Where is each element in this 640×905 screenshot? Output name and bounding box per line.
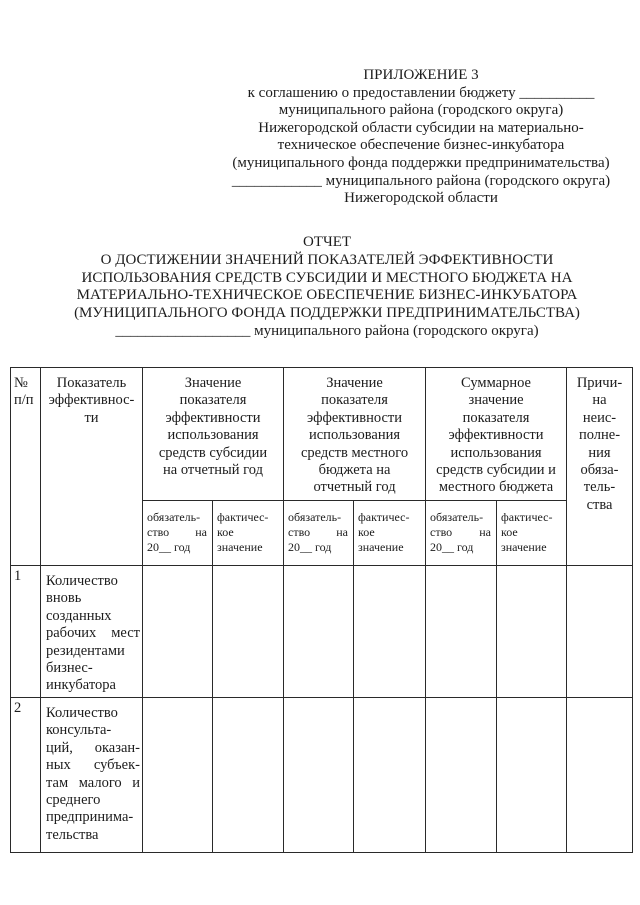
header-number <box>11 368 41 566</box>
value-cell <box>143 698 213 853</box>
appendix-title: ПРИЛОЖЕНИЕ 3 <box>363 67 479 83</box>
subheader-subsidy-obligation <box>143 501 213 566</box>
value-cell <box>497 698 567 853</box>
subheader-line: значение <box>501 540 547 554</box>
indicator-line: консульта- <box>46 722 112 739</box>
indicator-line: бизнес- <box>46 660 93 677</box>
value-cell <box>354 566 426 698</box>
header-line: Значение <box>326 375 383 391</box>
subheader-line: обязатель- <box>147 510 201 524</box>
indicator-line: Количество <box>46 573 118 589</box>
value-cell <box>213 566 284 698</box>
header-line: показателя <box>321 392 388 409</box>
value-cell <box>426 566 497 698</box>
value-cell <box>143 566 213 698</box>
table-header-row <box>11 368 633 501</box>
header-line: использования <box>450 444 542 461</box>
header-line: эффективнос- <box>48 392 135 409</box>
indicator-line: резидентами <box>46 642 125 659</box>
subheader-line: кое <box>501 525 518 539</box>
header-line: неис- <box>582 409 617 426</box>
header-line: показателя <box>179 392 247 409</box>
subheader-total-obligation <box>426 501 497 566</box>
subheader-subsidy-actual <box>213 501 284 566</box>
header-indicator <box>41 368 143 566</box>
subheader-line: значение <box>358 540 404 554</box>
indicator-line: Количество <box>46 705 118 721</box>
subheader-line: 20__ год <box>288 540 332 554</box>
appendix-line: (муниципального фонда поддержки предпринимательства) <box>232 154 610 171</box>
indicator-line: среднего <box>46 792 101 809</box>
subheader-line: значение <box>217 540 263 554</box>
value-cell <box>426 698 497 853</box>
table-row <box>11 566 633 698</box>
header-line: ния <box>588 444 611 461</box>
subheader-line: обязатель- <box>430 510 484 524</box>
value-cell <box>354 698 426 853</box>
indicator-name <box>41 698 143 853</box>
header-failure-reason <box>567 368 633 566</box>
report-subtitle-line: __________________ муниципального района (городского округа) <box>115 322 539 339</box>
header-line: обяза- <box>580 462 619 479</box>
value-cell <box>213 698 284 853</box>
header-line: эффективности <box>307 409 402 426</box>
header-line: № <box>14 375 28 391</box>
indicators-table <box>10 367 633 853</box>
subheader-line: фактичес- <box>501 510 553 524</box>
header-line: полне- <box>578 427 621 444</box>
header-line: ти <box>84 409 99 426</box>
header-line: использования <box>167 427 259 444</box>
report-title-block <box>14 234 640 341</box>
indicator-line: созданных <box>46 607 112 624</box>
reason-cell <box>567 566 633 698</box>
appendix-block <box>221 67 621 208</box>
indicator-name <box>41 566 143 698</box>
header-line: п/п <box>14 392 34 409</box>
header-line: бюджета на <box>318 462 391 479</box>
appendix-line: Нижегородской области <box>344 190 498 207</box>
indicator-line: инкубатора <box>46 677 116 694</box>
indicator-line: там малого и <box>46 774 140 791</box>
value-cell <box>284 698 354 853</box>
header-line: на отчетный год <box>163 462 263 479</box>
header-line: тель- <box>583 479 616 496</box>
header-line: средств местного <box>300 444 409 461</box>
value-cell <box>497 566 567 698</box>
subheader-line: 20__ год <box>147 540 191 554</box>
appendix-line: ____________ муниципального района (городского округа) <box>231 172 611 189</box>
header-line: показателя <box>462 409 530 426</box>
indicator-line: рабочих мест <box>46 625 140 642</box>
subheader-line: ство на <box>430 525 492 539</box>
header-line: местного бюджета <box>438 479 554 496</box>
subheader-line: кое <box>358 525 375 539</box>
subheader-line: фактичес- <box>217 510 269 524</box>
subheader-local-obligation <box>284 501 354 566</box>
header-line: Суммарное <box>461 375 531 391</box>
header-subsidy-value <box>143 368 284 501</box>
header-line: Значение <box>184 375 242 391</box>
report-subtitle-line: МАТЕРИАЛЬНО-ТЕХНИЧЕСКОЕ ОБЕСПЕЧЕНИЕ БИЗНЕС-ИНКУБАТОРА <box>76 287 578 304</box>
subheader-line: кое <box>217 525 234 539</box>
appendix-line: техническое обеспечение бизнес-инкубатора <box>277 137 565 154</box>
subheader-line: 20__ год <box>430 540 474 554</box>
header-total-value <box>426 368 567 501</box>
subheader-line: ство на <box>147 525 207 539</box>
subheader-line: ство на <box>288 525 349 539</box>
indicator-line: вновь <box>46 590 82 607</box>
subheader-total-actual <box>497 501 567 566</box>
subheader-local-actual <box>354 501 426 566</box>
header-line: средств субсидии и <box>436 462 556 479</box>
value-cell <box>284 566 354 698</box>
header-line: Причи- <box>576 375 623 391</box>
appendix-line: к соглашению о предоставлении бюджету __________ <box>247 84 595 101</box>
indicator-line: тельства <box>46 826 99 843</box>
row-number: 1 <box>11 566 41 698</box>
appendix-line: муниципального района (городского округа) <box>278 102 564 119</box>
indicator-line: ций, оказан- <box>46 739 140 756</box>
header-line: эффективности <box>165 409 261 426</box>
report-subtitle-line: ИСПОЛЬЗОВАНИЯ СРЕДСТВ СУБСИДИИ И МЕСТНОГО БЮДЖЕТА НА <box>81 269 573 286</box>
header-line: средств субсидии <box>158 444 268 461</box>
header-line: значение <box>468 392 524 409</box>
header-line: Показатель <box>56 375 127 391</box>
table-row <box>11 698 633 853</box>
header-line: эффективности <box>448 427 544 444</box>
header-line: на <box>592 392 607 409</box>
report-title: ОТЧЕТ <box>302 234 352 250</box>
subheader-line: фактичес- <box>358 510 410 524</box>
subheader-line: обязатель- <box>288 510 342 524</box>
report-subtitle-line: (МУНИЦИПАЛЬНОГО ФОНДА ПОДДЕРЖКИ ПРЕДПРИНИМАТЕЛЬСТВА) <box>74 305 580 322</box>
header-line: ства <box>586 496 613 513</box>
appendix-line: Нижегородской области субсидии на материально- <box>258 119 584 136</box>
row-number: 2 <box>11 698 41 853</box>
indicator-line: ных субъек- <box>46 757 140 774</box>
report-subtitle-line: О ДОСТИЖЕНИИ ЗНАЧЕНИЙ ПОКАЗАТЕЛЕЙ ЭФФЕКТИВНОСТИ <box>100 251 554 268</box>
reason-cell <box>567 698 633 853</box>
indicator-line: предпринима- <box>46 809 134 826</box>
header-line: отчетный год <box>313 479 396 496</box>
header-local-budget-value <box>284 368 426 501</box>
header-line: использования <box>308 427 401 444</box>
